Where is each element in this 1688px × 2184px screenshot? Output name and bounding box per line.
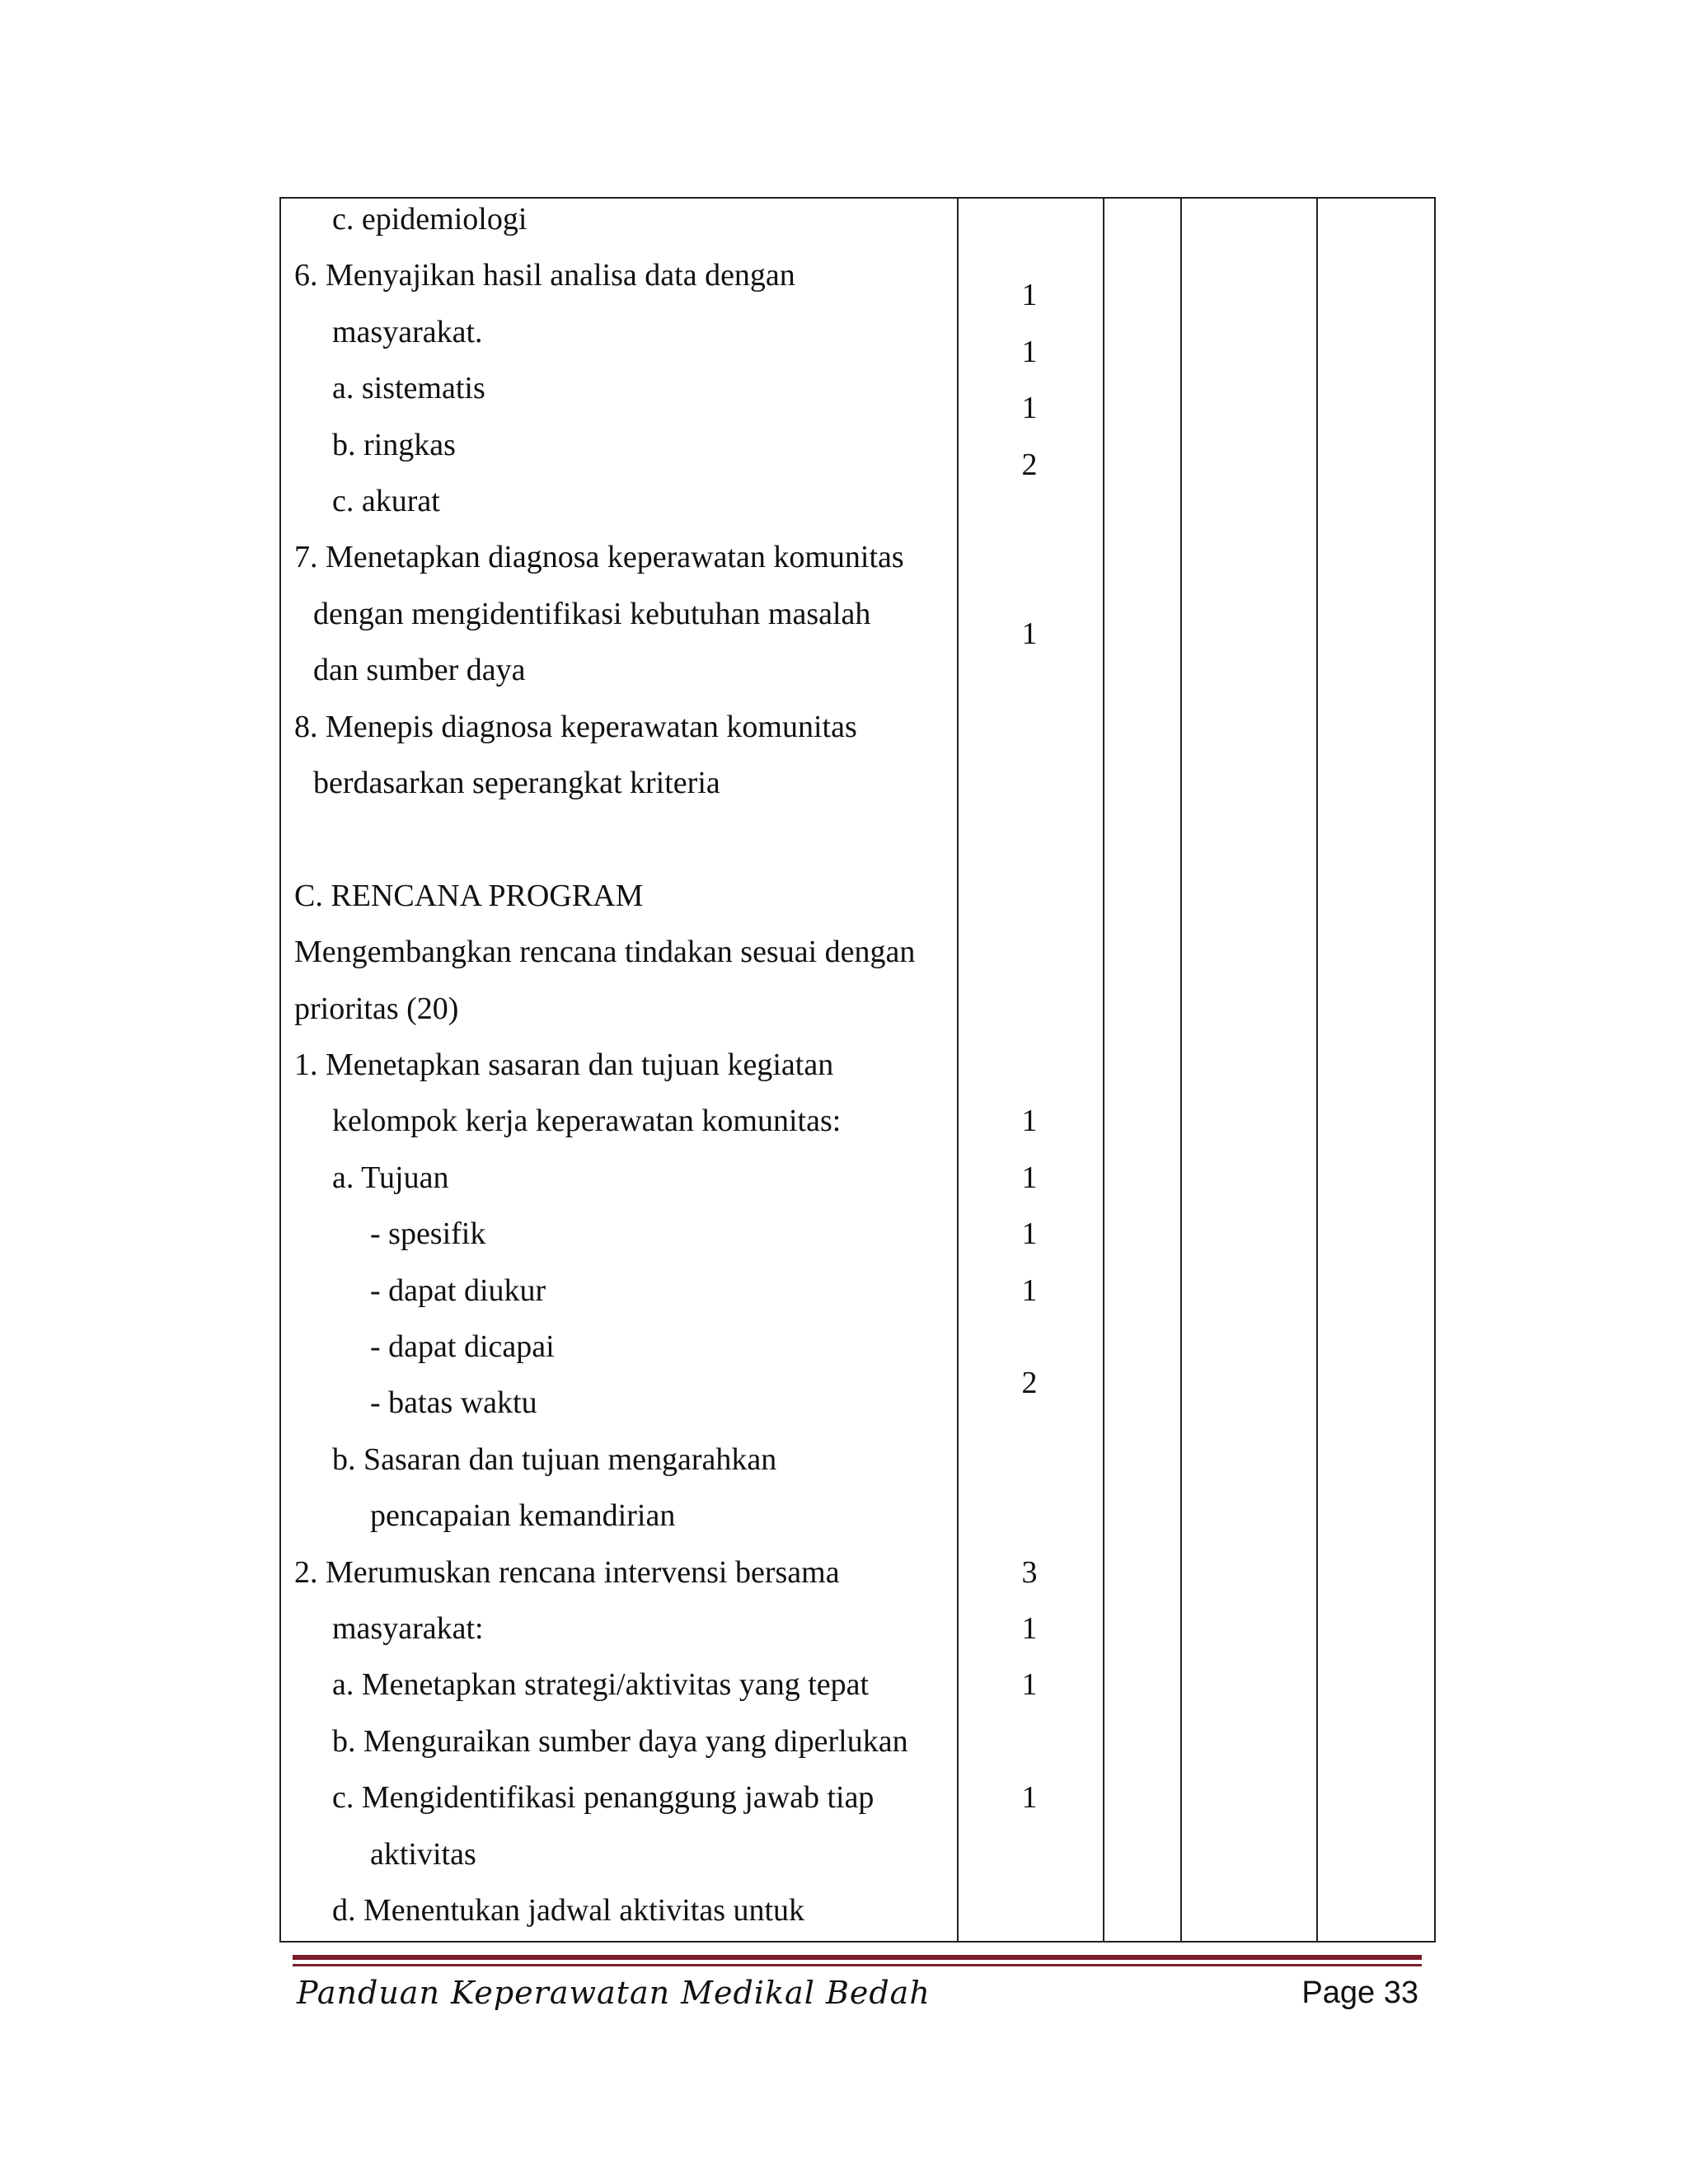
criteria-line: 8. Menepis diagnosa keperawatan komunitas: [294, 709, 857, 744]
criteria-line: a. Tujuan: [332, 1160, 449, 1195]
criteria-line: dan sumber daya: [313, 653, 526, 688]
criteria-line: pencapaian kemandirian: [370, 1498, 676, 1534]
criteria-line: c. epidemiologi: [332, 202, 528, 237]
criteria-line: - dapat diukur: [370, 1272, 546, 1308]
criteria-line: - dapat dicapai: [370, 1329, 555, 1364]
score-value: 1: [1021, 1611, 1038, 1646]
score-value: 1: [1021, 1104, 1038, 1139]
criteria-line: b. Menguraikan sumber daya yang diperlukan: [332, 1723, 908, 1759]
column-divider: [957, 199, 959, 1941]
criteria-line: a. Menetapkan strategi/aktivitas yang tepat: [332, 1667, 870, 1703]
score-value: 2: [1021, 1366, 1038, 1401]
criteria-line: masyarakat:: [332, 1611, 484, 1646]
footer-document-title: Panduan Keperawatan Medikal Bedah: [297, 1975, 931, 2011]
criteria-line: aktivitas: [370, 1836, 476, 1872]
criteria-line: 1. Menetapkan sasaran dan tujuan kegiatan: [294, 1047, 834, 1082]
criteria-line: 7. Menetapkan diagnosa keperawatan komunitas: [294, 540, 904, 575]
criteria-line: - spesifik: [370, 1216, 486, 1252]
score-value: 1: [1021, 1667, 1038, 1703]
criteria-line: b. Sasaran dan tujuan mengarahkan: [332, 1441, 777, 1477]
criteria-line: a. sistematis: [332, 371, 485, 406]
criteria-line: C. RENCANA PROGRAM: [294, 878, 644, 913]
criteria-line: Mengembangkan rencana tindakan sesuai dengan: [294, 935, 916, 970]
criteria-line: 6. Menyajikan hasil analisa data dengan: [294, 258, 795, 293]
score-value: 1: [1021, 1216, 1038, 1252]
score-value: 1: [1021, 616, 1038, 651]
score-value: 1: [1021, 278, 1038, 313]
criteria-line: prioritas (20): [294, 991, 459, 1026]
footer-page-number: Page 33: [1301, 1975, 1418, 2010]
criteria-line: 2. Merumuskan rencana intervensi bersama: [294, 1554, 840, 1590]
criteria-line: b. ringkas: [332, 427, 456, 462]
column-divider: [1103, 199, 1104, 1941]
score-value: 1: [1021, 1780, 1038, 1816]
score-value: 1: [1021, 1160, 1038, 1195]
criteria-line: dengan mengidentifikasi kebutuhan masalah: [313, 596, 871, 631]
column-divider: [1180, 199, 1182, 1941]
score-value: 1: [1021, 334, 1038, 369]
score-value: 1: [1021, 391, 1038, 426]
score-value: 2: [1021, 447, 1038, 482]
criteria-line: d. Menentukan jadwal aktivitas untuk: [332, 1893, 805, 1928]
score-value: 3: [1021, 1554, 1038, 1590]
criteria-line: berdasarkan seperangkat kriteria: [313, 766, 720, 800]
criteria-line: c. akurat: [332, 484, 440, 518]
criteria-line: c. Mengidentifikasi penanggung jawab tiap: [332, 1780, 874, 1816]
footer-rule: [293, 1955, 1422, 1969]
column-divider: [1316, 199, 1318, 1941]
criteria-line: kelompok kerja keperawatan komunitas:: [332, 1104, 842, 1139]
assessment-table: [279, 197, 1436, 1943]
criteria-line: - batas waktu: [370, 1385, 537, 1421]
criteria-line: masyarakat.: [332, 314, 483, 349]
score-value: 1: [1021, 1272, 1038, 1308]
